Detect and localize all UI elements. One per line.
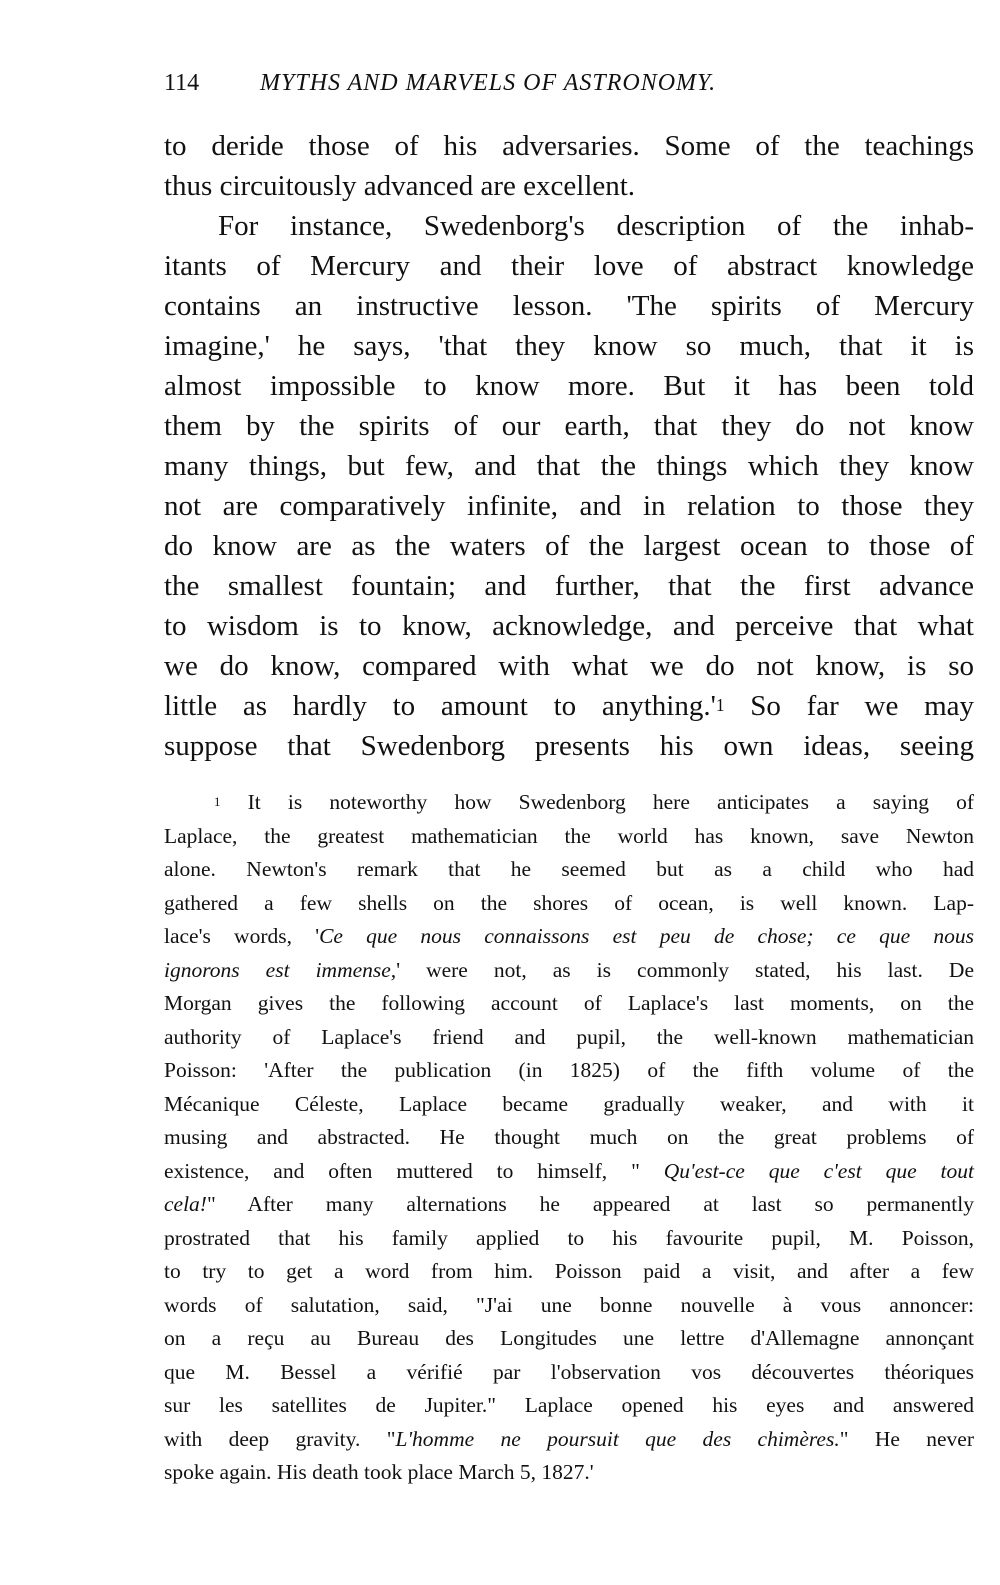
page-number: 114 xyxy=(164,70,200,96)
text-line: almost impossible to know more. But it has been told xyxy=(164,370,974,402)
text-line: For instance, Swedenborg's description of the inhab- xyxy=(218,210,974,242)
footnote-line: words of salutation, said, "J'ai une bonne nouvelle à vous annoncer: xyxy=(164,1292,974,1317)
text-segment: ' were not, as is commonly stated, his last. De xyxy=(396,957,974,982)
footnote-line: gathered a few shells on the shores of ocean, is well known. Lap- xyxy=(164,890,974,915)
text-line xyxy=(164,686,974,726)
text-segment: little as hardly to amount to anything.' xyxy=(164,690,716,722)
french-quote: L'homme ne poursuit que des chimères. xyxy=(395,1426,840,1451)
footnote-line xyxy=(164,1423,974,1457)
text-line: the smallest fountain; and further, that the first advance xyxy=(164,570,974,602)
footnote-line xyxy=(164,954,974,988)
text-segment: existence, and often muttered to himself, " xyxy=(164,1158,664,1183)
footnote-line: prostrated that his family applied to his favourite pupil, M. Poisson, xyxy=(164,1225,974,1250)
french-quote: Qu'est-ce que c'est que tout xyxy=(663,1158,975,1183)
text-line: we do know, compared with what we do not know, is so xyxy=(164,650,974,682)
french-quote: ignorons est immense, xyxy=(164,957,397,982)
text-line: to deride those of his adversaries. Some of the teachings xyxy=(164,130,974,162)
french-quote: Ce que nous connaissons est peu de chose; ce que nous xyxy=(319,924,974,948)
footnote-line: Morgan gives the following account of Laplace's last moments, on the xyxy=(164,991,974,1015)
main-text xyxy=(164,126,974,766)
text-segment: So far we may xyxy=(724,690,974,722)
footnote-line: musing and abstracted. He thought much on the great problems of xyxy=(164,1125,974,1149)
footnote-line: on a reçu au Bureau des Longitudes une lettre d'Allemagne annonçant xyxy=(164,1326,974,1350)
footnote-line xyxy=(164,1188,974,1222)
text-line: do know are as the waters of the largest ocean to those of xyxy=(164,530,974,562)
footnote-marker: 1 xyxy=(214,794,221,809)
footnote-line: Mécanique Céleste, Laplace became gradually weaker, and with it xyxy=(164,1091,974,1116)
text-line: contains an instructive lesson. 'The spirits of Mercury xyxy=(164,290,974,322)
footnote xyxy=(164,786,974,1490)
footnote-line: Laplace, the greatest mathematician the world has known, save Newton xyxy=(164,823,974,848)
text-segment: " After many alternations he appeared at last so permanently xyxy=(206,1192,974,1216)
running-title: MYTHS AND MARVELS OF ASTRONOMY. xyxy=(260,70,717,96)
footnote-line: to try to get a word from him. Poisson paid a visit, and after a few xyxy=(164,1259,974,1283)
footnote-line: alone. Newton's remark that he seemed but as a child who had xyxy=(164,857,974,881)
footnote-line: Poisson: 'After the publication (in 1825) of the fifth volume of the xyxy=(164,1058,974,1082)
footnote-line xyxy=(164,786,974,820)
text-line: many things, but few, and that the things which they know xyxy=(164,450,974,482)
text-line: to wisdom is to know, acknowledge, and perceive that what xyxy=(164,610,974,642)
text-segment: It is noteworthy how Swedenborg here anticipates a saying of xyxy=(247,790,975,814)
footnote-line xyxy=(164,920,974,954)
text-segment: lace's words, ' xyxy=(164,924,320,948)
footnote-line xyxy=(164,1155,974,1189)
footnote-reference: 1 xyxy=(715,694,725,715)
text-segment: " He never xyxy=(839,1426,975,1451)
text-line: suppose that Swedenborg presents his own ideas, seeing xyxy=(164,730,974,762)
footnote-line: spoke again. His death took place March 5, 1827.' xyxy=(164,1460,594,1484)
text-line: not are comparatively infinite, and in relation to those they xyxy=(164,490,974,522)
footnote-line: authority of Laplace's friend and pupil, the well-known mathematician xyxy=(164,1024,974,1049)
footnote-line: que M. Bessel a vérifié par l'observation vos découvertes théoriques xyxy=(164,1359,974,1384)
text-line: itants of Mercury and their love of abstract knowledge xyxy=(164,250,974,282)
text-line: them by the spirits of our earth, that they do not know xyxy=(164,410,974,442)
footnote-line: sur les satellites de Jupiter." Laplace opened his eyes and answered xyxy=(164,1393,974,1417)
text-line: imagine,' he says, 'that they know so much, that it is xyxy=(164,330,974,362)
french-quote: cela! xyxy=(164,1192,207,1216)
text-line: thus circuitously advanced are excellent. xyxy=(164,170,636,202)
text-segment: with deep gravity. " xyxy=(164,1426,396,1451)
running-header xyxy=(164,70,974,104)
